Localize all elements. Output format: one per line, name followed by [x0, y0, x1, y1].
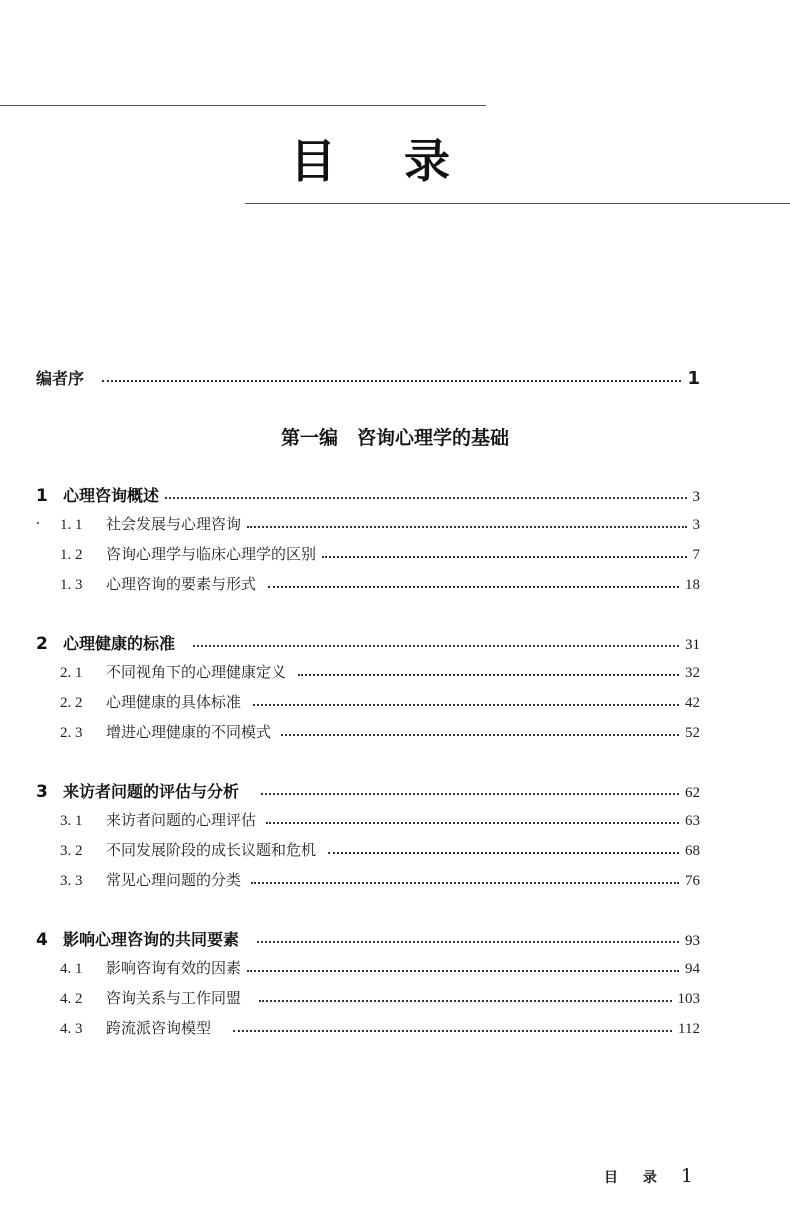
title-char-1: 目	[290, 134, 336, 188]
chapter-page: 31	[685, 637, 700, 653]
chapter-page: 62	[685, 785, 700, 801]
section-page: 112	[678, 1021, 700, 1037]
toc-entry-chapter-1[interactable]	[36, 483, 700, 506]
section-number: 1. 2	[60, 547, 83, 563]
section-title: 咨询关系与工作同盟	[106, 989, 242, 1007]
section-title: 常见心理问题的分类	[106, 871, 242, 889]
section-page: 3	[692, 517, 700, 533]
chapter-title: 心理健康的标准	[63, 634, 176, 653]
part-heading: 第一编 咨询心理学的基础	[280, 427, 509, 449]
section-page: 68	[685, 843, 700, 859]
top-rule	[0, 105, 486, 106]
chapter-page: 93	[685, 933, 700, 949]
toc-entry-section-1-1[interactable]	[60, 513, 700, 534]
section-title: 咨询心理学与临床心理学的区别	[106, 545, 317, 563]
section-page: 94	[685, 961, 700, 977]
toc-entry-section-2-1[interactable]	[60, 661, 700, 682]
dot-leader	[266, 822, 679, 824]
section-number: 1. 3	[60, 577, 83, 593]
chapter-title: 心理咨询概述	[63, 486, 160, 505]
toc-entry-section-3-1[interactable]	[60, 809, 700, 830]
dot-leader	[253, 704, 679, 706]
section-page: 32	[685, 665, 700, 681]
chapter-number: 1	[36, 486, 48, 506]
dot-leader	[165, 497, 686, 499]
section-title: 社会发展与心理咨询	[106, 515, 242, 533]
toc-entry-section-1-3[interactable]	[60, 573, 700, 594]
chapter-page: 3	[692, 489, 700, 505]
chapter-number: 4	[36, 930, 48, 950]
section-number: 1. 1	[60, 517, 83, 533]
toc-entry-section-3-3[interactable]	[60, 869, 700, 890]
title-underline-rule	[245, 203, 790, 204]
chapter-number: 3	[36, 782, 48, 802]
section-title: 跨流派咨询模型	[106, 1019, 212, 1037]
toc-entry-section-4-2[interactable]	[60, 987, 700, 1008]
section-number: 3. 1	[60, 813, 83, 829]
section-number: 4. 1	[60, 961, 83, 977]
toc-entry-section-2-2[interactable]	[60, 691, 700, 712]
toc-entry-section-2-3[interactable]	[60, 721, 700, 742]
footer-running-title: 目 录	[604, 1170, 667, 1186]
dot-leader	[259, 1000, 671, 1002]
section-title: 增进心理健康的不同模式	[106, 723, 272, 741]
dot-leader	[257, 941, 679, 943]
section-page: 63	[685, 813, 700, 829]
section-number: 2. 2	[60, 695, 83, 711]
toc-entry-chapter-3[interactable]	[36, 779, 700, 802]
section-title: 不同发展阶段的成长议题和危机	[106, 841, 317, 859]
dot-leader	[102, 380, 681, 382]
footer-page-number: 1	[680, 1165, 693, 1187]
dot-leader	[193, 645, 679, 647]
dot-leader	[247, 970, 679, 972]
section-number: 4. 2	[60, 991, 83, 1007]
section-title: 心理咨询的要素与形式	[106, 575, 257, 593]
section-number: 3. 2	[60, 843, 83, 859]
toc-entry-section-3-2[interactable]	[60, 839, 700, 860]
section-number: 3. 3	[60, 873, 83, 889]
section-page: 18	[685, 577, 700, 593]
section-title: 不同视角下的心理健康定义	[106, 663, 287, 681]
toc-entry-preface[interactable]	[36, 366, 700, 389]
toc-entry-section-1-2[interactable]	[60, 543, 700, 564]
page-title	[290, 128, 450, 188]
title-char-2: 录	[404, 134, 450, 188]
toc-entry-label: 编者序	[36, 369, 85, 388]
section-page: 52	[685, 725, 700, 741]
section-number: 2. 1	[60, 665, 83, 681]
section-page: 42	[685, 695, 700, 711]
dot-leader	[281, 734, 679, 736]
dot-leader	[268, 586, 679, 588]
page-footer	[604, 1165, 693, 1187]
toc-entry-chapter-2[interactable]	[36, 631, 700, 654]
dot-leader	[322, 556, 686, 558]
dot-leader	[247, 526, 686, 528]
section-title: 来访者问题的心理评估	[106, 811, 257, 829]
section-number: 2. 3	[60, 725, 83, 741]
toc-entry-section-4-3[interactable]	[60, 1017, 700, 1038]
section-number: 4. 3	[60, 1021, 83, 1037]
dot-leader	[251, 882, 679, 884]
chapter-title: 来访者问题的评估与分析	[63, 782, 240, 801]
chapter-title: 影响心理咨询的共同要素	[63, 930, 240, 949]
dot-leader	[233, 1030, 672, 1032]
toc-entry-section-4-1[interactable]	[60, 957, 700, 978]
section-title: 影响咨询有效的因素	[106, 959, 242, 977]
chapter-number: 2	[36, 634, 48, 654]
toc-entry-chapter-4[interactable]	[36, 927, 700, 950]
dot-leader	[328, 852, 679, 854]
scan-speck	[37, 522, 39, 524]
section-title: 心理健康的具体标准	[106, 693, 242, 711]
section-page: 76	[685, 873, 700, 889]
section-page: 103	[677, 991, 700, 1007]
dot-leader	[298, 674, 679, 676]
toc-entry-page: 1	[687, 368, 700, 389]
section-page: 7	[692, 547, 700, 563]
dot-leader	[261, 793, 679, 795]
